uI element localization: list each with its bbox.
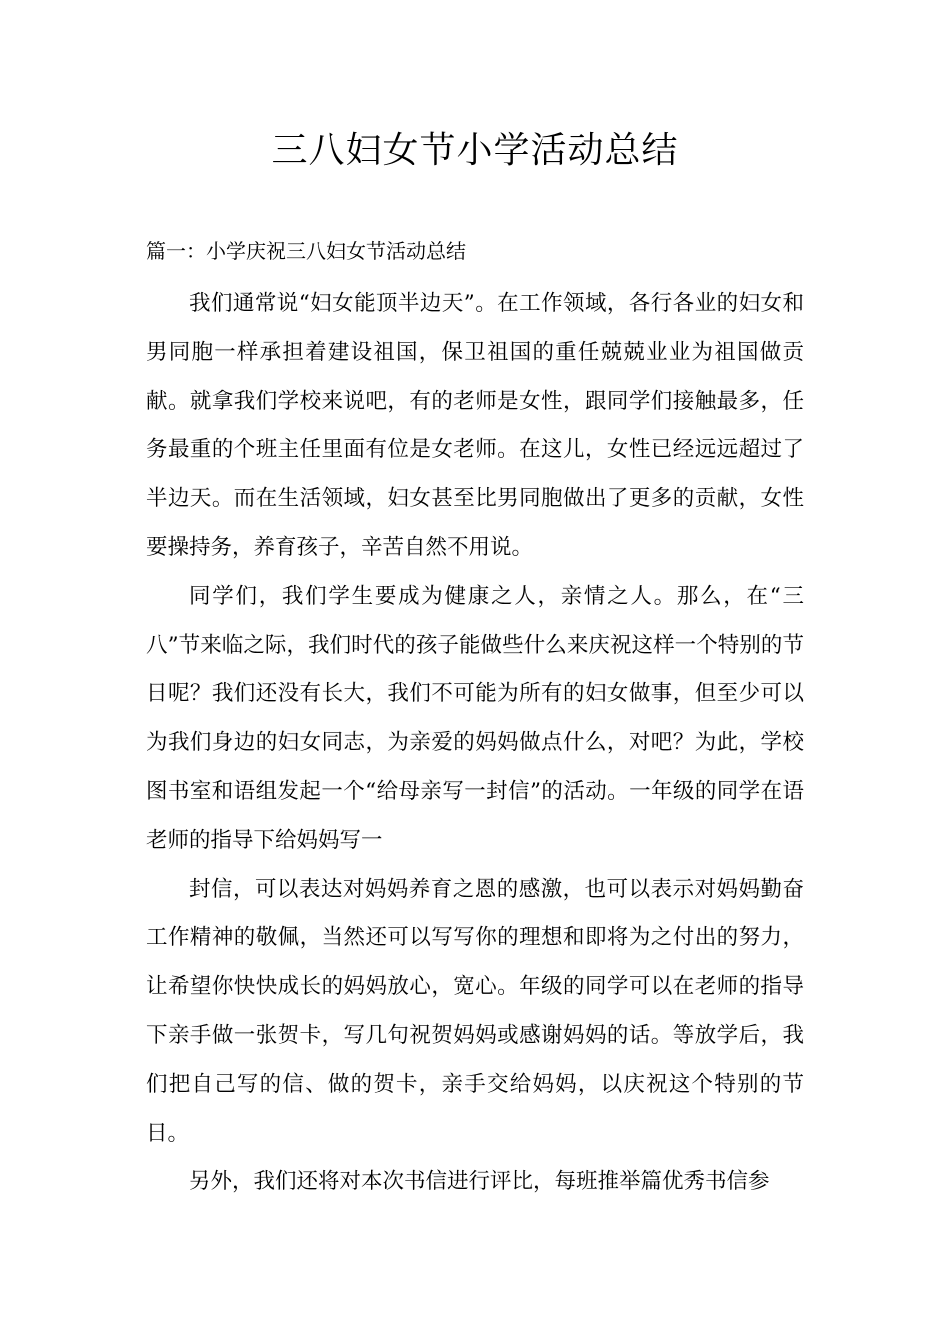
paragraph-1: 我们通常说“妇女能顶半边天”。在工作领域，各行各业的妇女和男同胞一样承担着建设祖国，保卫祖国的重任兢兢业业为祖国做贡献。就拿我们学校来说吧，有的老师是女性，跟同学们接触最多，任务最重的个班主任里面有位是女老师。在这儿，女性已经远远超过了半边天。而在生活领域，妇女甚至比男同胞做出了更多的贡献，女性要操持务，养育孩子，辛苦自然不用说。 bbox=[146, 291, 804, 560]
section-heading: 篇一：小学庆祝三八妇女节活动总结 bbox=[146, 239, 466, 263]
paragraph-2: 同学们，我们学生要成为健康之人，亲情之人。那么，在“三八”节来临之际，我们时代的孩子能做些什么来庆祝这样一个特别的节日呢？我们还没有长大，我们不可能为所有的妇女做事，但至少可以为我们身边的妇女同志，为亲爱的妈妈做点什么，对吧？为此，学校图书室和语组发起一个“给母亲写一封信”的活动。一年级的同学在语老师的指导下给妈妈写一 bbox=[146, 583, 804, 853]
document-body bbox=[146, 280, 804, 1207]
paragraph-4: 另外，我们还将对本次书信进行评比，每班推举篇优秀书信参 bbox=[189, 1169, 770, 1195]
document-title: 三八妇女节小学活动总结 bbox=[271, 130, 679, 171]
paragraph-3: 封信，可以表达对妈妈养育之恩的感激，也可以表示对妈妈勤奋工作精神的敬佩，当然还可以写写你的理想和即将为之付出的努力，让希望你快快成长的妈妈放心，宽心。年级的同学可以在老师的指导下亲手做一张贺卡，写几句祝贺妈妈或感谢妈妈的话。等放学后，我们把自己写的信、做的贺卡，亲手交给妈妈，以庆祝这个特别的节日。 bbox=[146, 876, 804, 1146]
